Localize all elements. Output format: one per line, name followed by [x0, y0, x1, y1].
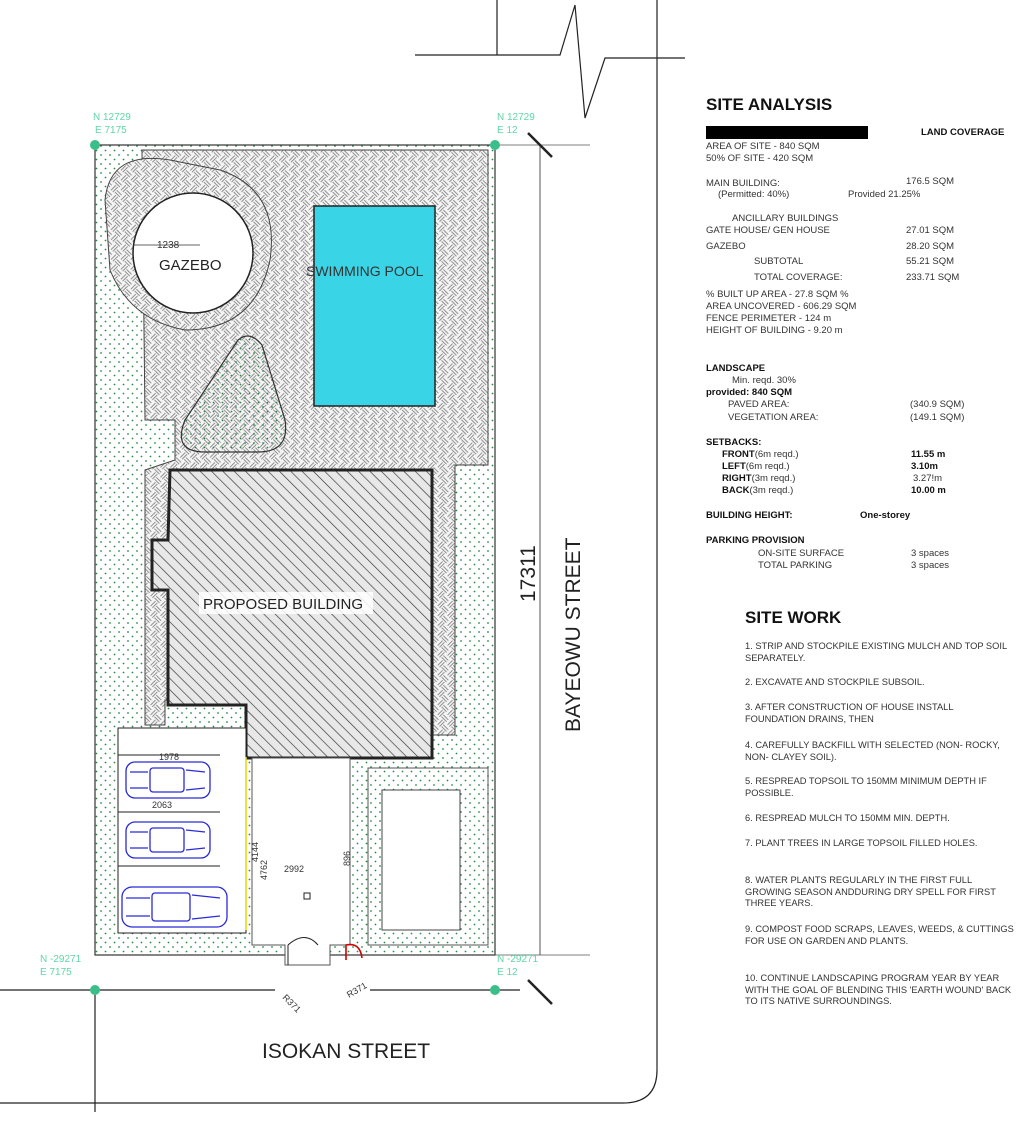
dim-896: 896: [342, 850, 352, 866]
right-req: (3m reqd.): [751, 473, 796, 484]
half-site: 50% OF SITE - 420 SQM: [706, 153, 814, 164]
dim-2992: 2992: [284, 864, 305, 874]
left-label: LEFT: [722, 461, 746, 472]
dim-2063: 2063: [152, 800, 173, 810]
note-8: 8. WATER PLANTS REGULARLY IN THE FIRST FULL GROWING SEASON ANDDURING DRY SPELL FOR FIRST THREE YEARS.: [745, 875, 996, 909]
provided-percent: Provided 21.25%: [848, 189, 921, 200]
total-coverage-label: TOTAL COVERAGE:: [754, 272, 843, 283]
note-5: 5. RESPREAD TOPSOIL TO 150MM MINIMUM DEPTH IF POSSIBLE.: [745, 776, 987, 798]
dim-1978: 1978: [159, 752, 180, 762]
front-label: FRONT: [722, 449, 755, 460]
site-analysis-title: SITE ANALYSIS: [706, 95, 833, 114]
front-req: (6m reqd.): [754, 449, 799, 460]
setbacks-label: SETBACKS:: [706, 437, 762, 448]
coord-br-n: N -29271: [497, 954, 539, 965]
onsite-value: 3 spaces: [911, 548, 950, 559]
right-label: RIGHT: [722, 473, 752, 484]
back-value: 10.00 m: [911, 485, 946, 496]
dim-r371a: R371: [280, 992, 303, 1015]
tick-bottom: [528, 980, 552, 1004]
land-coverage-label: LAND COVERAGE: [921, 127, 1005, 138]
subtotal-value: 55.21 SQM: [906, 256, 955, 267]
right-value: 3.27!m: [913, 473, 943, 484]
note-3: 3. AFTER CONSTRUCTION OF HOUSE INSTALL FOUNDATION DRAINS, THEN: [745, 702, 954, 724]
coord-bl-n: N -29271: [40, 954, 82, 965]
street-bayeowu: BAYEOWU STREET: [562, 537, 585, 732]
gazebo-label: GAZEBO: [706, 241, 746, 252]
coord-tl-n: N 12729: [93, 112, 131, 123]
note-6: 6. RESPREAD MULCH TO 150MM MIN. DEPTH.: [745, 813, 950, 823]
coord-tr-n: N 12729: [497, 112, 535, 123]
building-height-value: One-storey: [860, 510, 911, 521]
area-site: AREA OF SITE - 840 SQM: [706, 141, 820, 152]
landscape-label: LANDSCAPE: [706, 363, 766, 374]
ancillary-label: ANCILLARY BUILDINGS: [732, 213, 839, 224]
gazebo: [133, 193, 253, 313]
total-parking-label: TOTAL PARKING: [758, 560, 833, 571]
site-work-title: SITE WORK: [745, 608, 842, 627]
height: HEIGHT OF BUILDING - 9.20 m: [706, 325, 843, 336]
total-coverage-value: 233.71 SQM: [906, 272, 960, 283]
note-4: 4. CAREFULLY BACKFILL WITH SELECTED (NON- ROCKY, NON- CLAYEY SOIL).: [745, 740, 1000, 762]
coord-tl-e: E 7175: [95, 125, 127, 136]
total-parking-value: 3 spaces: [911, 560, 950, 571]
street-isokan: ISOKAN STREET: [262, 1040, 431, 1063]
swimming-pool: [314, 206, 435, 406]
side-panel: [706, 0, 1026, 1125]
subtotal-label: SUBTOTAL: [754, 256, 804, 267]
gate-house-value: 27.01 SQM: [906, 225, 955, 236]
built-up: % BUILT UP AREA - 27.8 SQM %: [706, 289, 849, 300]
note-1: 1. STRIP AND STOCKPILE EXISTING MULCH AND TOP SOIL SEPARATELY.: [745, 641, 1007, 663]
car-3: [122, 887, 227, 927]
note-9: 9. COMPOST FOOD SCRAPS, LEAVES, WEEDS, & CUTTINGS FOR USE ON GARDEN AND PLANTS.: [745, 924, 1014, 946]
dim-4144: 4144: [250, 841, 260, 862]
left-value: 3.10m: [911, 461, 938, 472]
veg-label: VEGETATION AREA:: [728, 412, 819, 423]
building-height-label: BUILDING HEIGHT:: [706, 510, 793, 521]
parking-label: PARKING PROVISION: [706, 535, 805, 546]
paved-label: PAVED AREA:: [728, 399, 790, 410]
paved-value: (340.9 SQM): [910, 399, 965, 410]
building-label: PROPOSED BUILDING: [203, 596, 364, 613]
main-building-label: MAIN BUILDING:: [706, 178, 780, 189]
dim-4762: 4762: [259, 859, 269, 880]
gazebo-dimension: 1238: [157, 240, 180, 251]
redaction-bar: [706, 126, 868, 139]
permitted: (Permitted: 40%): [718, 189, 790, 200]
coord-br-e: E 12: [497, 967, 518, 978]
car-1: [126, 762, 210, 798]
veg-value: (149.1 SQM): [910, 412, 965, 423]
uncovered: AREA UNCOVERED - 606.29 SQM: [706, 301, 857, 312]
note-10: 10. CONTINUE LANDSCAPING PROGRAM YEAR BY YEAR WITH THE GOAL OF BLENDING THIS 'EARTH WOUND' BACK TO ITS NATIVE SURROUNDINGS.: [745, 973, 1012, 1007]
note-2: 2. EXCAVATE AND STOCKPILE SUBSOIL.: [745, 677, 925, 687]
fence: FENCE PERIMETER - 124 m: [706, 313, 832, 324]
car-2: [126, 822, 210, 858]
provided-sqm: provided: 840 SQM: [706, 387, 793, 398]
gazebo-value: 28.20 SQM: [906, 241, 955, 252]
gate-house: [382, 790, 460, 930]
note-7: 7. PLANT TREES IN LARGE TOPSOIL FILLED HOLES.: [745, 838, 978, 848]
coord-bl-e: E 7175: [40, 967, 72, 978]
front-value: 11.55 m: [911, 449, 946, 460]
back-label: BACK: [722, 485, 750, 496]
min-reqd: Min. reqd. 30%: [732, 375, 796, 386]
coord-tr-e: E 12: [497, 125, 518, 136]
onsite-label: ON-SITE SURFACE: [758, 548, 845, 559]
pool-label: SWIMMING POOL: [306, 263, 424, 279]
back-req: (3m reqd.): [749, 485, 794, 496]
dim-r371b: R371: [345, 980, 369, 1000]
left-req: (6m reqd.): [745, 461, 790, 472]
dim-17311: 17311: [517, 545, 540, 602]
main-building-value: 176.5 SQM: [906, 176, 955, 187]
gazebo-label: GAZEBO: [159, 257, 222, 274]
gate-house-label: GATE HOUSE/ GEN HOUSE: [706, 225, 830, 236]
